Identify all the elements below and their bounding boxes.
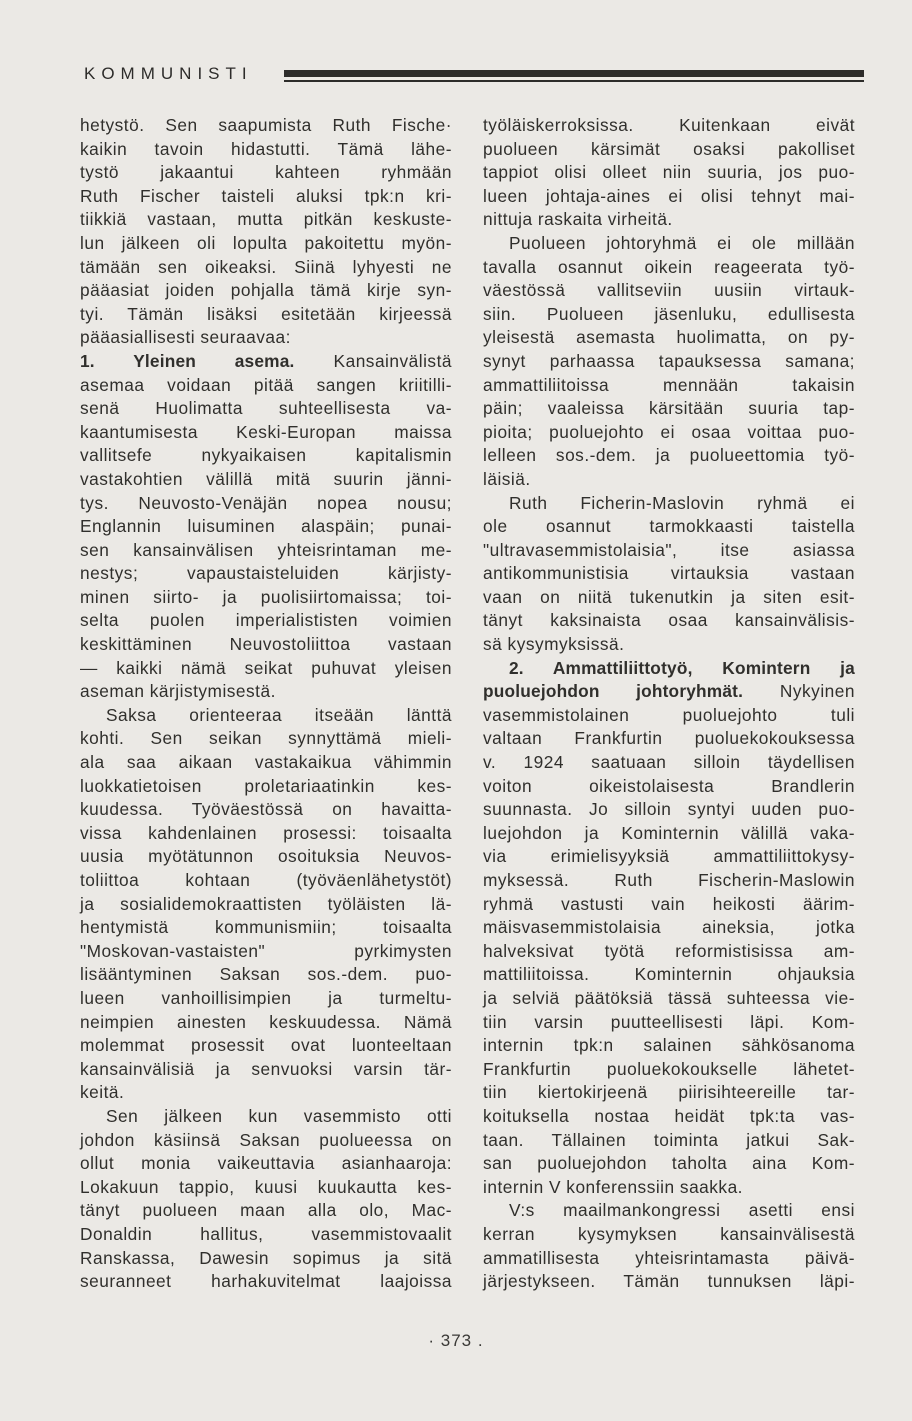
line-text: puolueen kärsimät osaksi pakolliset — [483, 138, 855, 159]
text-line — [483, 869, 855, 893]
text-line — [80, 1081, 452, 1105]
text-line — [80, 1270, 452, 1294]
text-line — [483, 279, 855, 303]
line-text: ole osannut tarmokkaasti taistella — [483, 516, 855, 537]
text-line — [483, 421, 855, 445]
line-text: — kaikki nämä seikat puhuvat yleisen — [80, 657, 452, 678]
line-text: tiikkiä vastaan, mutta pitkän keskuste- — [80, 209, 452, 230]
line-text: keskittäminen Neuvostoliittoa vastaan — [80, 634, 452, 655]
line-text: luejohdon ja Kominternin välillä vaka- — [483, 822, 855, 843]
text-line — [483, 1011, 855, 1035]
line-text: läisiä. — [483, 468, 531, 489]
line-text: toliittoa kohtaan (työväenlähetystöt) — [80, 870, 452, 890]
line-text: johdon käsiinsä Saksan puolueessa on — [80, 1129, 452, 1150]
text-line — [483, 916, 855, 940]
text-line — [80, 657, 452, 681]
line-text: Ruth Ficherin-Maslovin ryhmä ei — [509, 492, 855, 513]
text-line — [483, 1105, 855, 1129]
text-line — [80, 1129, 452, 1153]
line-text: "ultravasemmistolaisia", itse asiassa — [483, 539, 855, 560]
line-text: päin; vaaleissa kärsitään suuria tap- — [483, 398, 855, 419]
line-text: väestössä vallitseviin uusiin virtauk- — [483, 280, 855, 301]
text-line — [80, 515, 452, 539]
line-text: neimpien ainesten keskuudessa. Nämä — [80, 1011, 452, 1032]
text-line — [483, 893, 855, 917]
text-line — [483, 1152, 855, 1176]
text-line — [483, 1223, 855, 1247]
text-line — [80, 1058, 452, 1082]
text-line — [483, 208, 855, 232]
text-line — [80, 845, 452, 869]
text-line — [483, 751, 855, 775]
line-text: vasemmistolainen puoluejohto tuli — [483, 704, 855, 725]
text-line — [80, 751, 452, 775]
page-number: · 373 . — [428, 1331, 484, 1350]
text-line — [483, 232, 855, 256]
line-text: luokkatietoisen proletariaatinkin kes- — [80, 775, 452, 796]
text-line — [80, 963, 452, 987]
text-line — [483, 633, 855, 657]
text-line — [80, 539, 452, 563]
text-line — [483, 1199, 855, 1223]
header-rule — [284, 70, 864, 77]
line-text: aseman kärjistymisestä. — [80, 681, 276, 702]
line-text: synyt parhaassa tapauksessa samana; — [483, 350, 855, 371]
text-line — [80, 232, 452, 256]
text-line — [80, 1152, 452, 1176]
text-line — [483, 680, 855, 704]
line-text: yleisestä asemasta huolimatta, on py- — [483, 327, 855, 348]
text-line — [483, 1081, 855, 1105]
text-line — [483, 185, 855, 209]
text-line — [483, 1176, 855, 1200]
section-heading: 2. Ammattiliittotyö, Komintern ja — [509, 657, 855, 678]
text-line — [483, 444, 855, 468]
line-text: internin V konferenssiin saakka. — [483, 1176, 743, 1197]
line-text: Sen jälkeen kun vasemmisto otti — [106, 1105, 452, 1126]
text-line — [483, 326, 855, 350]
text-line — [80, 326, 452, 350]
left-column — [80, 114, 452, 1294]
text-line — [80, 609, 452, 633]
line-text: ryhmä vastusti vain heikosti äärim- — [483, 893, 855, 914]
text-line — [80, 562, 452, 586]
text-line — [80, 798, 452, 822]
line-text: tyi. Tämän lisäksi esitetään kirjeessä — [80, 303, 452, 324]
line-text: ollut monia vaikeuttavia asianhaaroja: — [80, 1153, 452, 1174]
line-text: sä kysymyksissä. — [483, 634, 625, 655]
line-text: ammatillisesta yhteisrintamasta päivä- — [483, 1247, 855, 1268]
text-line — [483, 775, 855, 799]
line-text: mäisvasemmistolaisia aineksia, jotka — [483, 917, 855, 938]
line-text: vallitsefe nykyaikaisen kapitalismin — [80, 445, 452, 466]
text-line — [80, 444, 452, 468]
line-text: "Moskovan-vastaisten" pyrkimysten — [80, 940, 452, 961]
text-line — [80, 114, 452, 138]
text-line — [483, 1058, 855, 1082]
line-text: kaantumisesta Keski-Europan maissa — [80, 421, 452, 442]
text-line — [80, 1176, 452, 1200]
text-line — [483, 138, 855, 162]
line-text: asemaa voidaan pitää sangen kriitilli- — [80, 374, 452, 395]
section-heading: puoluejohdon johtoryhmät. — [483, 681, 744, 702]
line-text: tämään sen oikeaksi. Siinä lyhyesti ne — [80, 256, 452, 277]
text-line — [80, 185, 452, 209]
line-text: Ranskassa, Dawesin sopimus ja sitä — [80, 1247, 452, 1268]
line-text: seuranneet harhakuvitelmat laajoissa — [80, 1271, 452, 1292]
text-line — [80, 374, 452, 398]
line-text: tappiot olisi olleet niin suuria, jos puo- — [483, 162, 855, 183]
line-text: valtaan Frankfurtin puoluekokouksessa — [483, 728, 855, 749]
line-text: kuudessa. Työväestössä on havaitta- — [80, 799, 452, 820]
line-text: lisääntyminen Saksan sos.-dem. puo- — [80, 964, 452, 985]
line-text: nestys; vapaustaisteluiden kärjisty- — [80, 563, 452, 584]
text-line — [80, 987, 452, 1011]
text-line — [483, 822, 855, 846]
line-text: tänyt puolueen maan alla olo, Mac- — [80, 1200, 452, 1221]
line-text: siin. Puolueen jäsenluku, edullisesta — [483, 303, 855, 324]
line-text: Puolueen johtoryhmä ei ole millään — [509, 232, 855, 253]
text-line — [80, 1105, 452, 1129]
line-text: järjestykseen. Tämän tunnuksen läpi- — [483, 1271, 855, 1292]
text-line — [483, 845, 855, 869]
text-line — [80, 1247, 452, 1271]
line-text: taan. Tällainen toiminta jatkui Sak- — [483, 1129, 855, 1150]
line-text: ammattiliitoissa mennään takaisin — [483, 374, 855, 395]
text-line — [80, 208, 452, 232]
line-text: Ruth Fischer taisteli aluksi tpk:n kri- — [80, 185, 452, 206]
running-header — [84, 64, 864, 90]
text-line — [80, 397, 452, 421]
text-line — [80, 940, 452, 964]
header-title: KOMMUNISTI — [84, 64, 253, 83]
line-text: myksessä. Ruth Fischerin-Maslowin — [483, 870, 855, 890]
text-line — [483, 562, 855, 586]
text-line — [483, 114, 855, 138]
text-line — [483, 1270, 855, 1294]
line-text: ja selviä päätöksiä tässä suhteessa vie- — [483, 987, 855, 1008]
text-line — [80, 869, 452, 893]
line-text: vaan on niitä tukenutkin ja siten esit- — [483, 586, 855, 607]
line-text: pääasiat joiden pohjalla tämä kirje syn- — [80, 280, 452, 301]
line-text: Lokakuun tappio, kuusi kuukautta kes- — [80, 1176, 452, 1197]
line-text: työläiskerroksissa. Kuitenkaan eivät — [483, 115, 855, 135]
text-line — [483, 657, 855, 681]
text-line — [80, 421, 452, 445]
text-line — [483, 374, 855, 398]
line-text: nittuja raskaita virheitä. — [483, 209, 673, 230]
line-text: tavalla osannut oikein reageerata työ- — [483, 256, 855, 277]
text-line — [80, 350, 452, 374]
line-text: Englannin luisuminen alaspäin; punai- — [80, 516, 452, 537]
text-line — [483, 963, 855, 987]
text-line — [483, 727, 855, 751]
line-text: kohti. Sen seikan synnyttämä mieli- — [80, 728, 452, 749]
text-line — [80, 680, 452, 704]
text-line — [483, 609, 855, 633]
text-line — [483, 161, 855, 185]
line-text: tänyt kaksinaista osaa kansainvälisis- — [483, 610, 855, 631]
text-line — [80, 633, 452, 657]
line-text: lun jälkeen oli lopulta pakoitettu myön- — [80, 232, 452, 253]
line-text: tiin kiertokirjeenä piirisihteereille tar- — [483, 1082, 855, 1103]
right-column — [483, 114, 855, 1294]
line-text: ala saa aikaan vastakaikua vähimmin — [80, 752, 452, 773]
line-text: pioita; puoluejohto ei osaa voittaa puo- — [483, 421, 855, 442]
line-text: Frankfurtin puoluekokoukselle lähetet- — [483, 1058, 855, 1079]
line-text: kerran kysymyksen kansainvälisestä — [483, 1223, 855, 1244]
line-text: pääasiallisesti seuraavaa: — [80, 327, 291, 348]
line-text: selta puolen imperialististen voimien — [80, 610, 452, 631]
text-line — [483, 397, 855, 421]
line-text: ja sosialidemokraattisten työläisten lä- — [80, 893, 452, 914]
text-line — [80, 303, 452, 327]
line-text: antikommunistisia virtauksia vastaan — [483, 563, 855, 584]
text-line — [483, 256, 855, 280]
line-text: kaikin tavoin hidastutti. Tämä lähe- — [80, 138, 452, 159]
line-text: mattiliitoissa. Kominternin ohjauksia — [483, 964, 855, 985]
line-text: tystö jakaantui kahteen ryhmään — [80, 162, 452, 183]
line-text: Kansainvälistä — [294, 350, 452, 371]
text-line — [80, 1011, 452, 1035]
line-text: tys. Neuvosto-Venäjän nopea nousu; — [80, 492, 452, 513]
line-text: sen kansainvälisen yhteisrintaman me- — [80, 539, 452, 560]
line-text: vastakohtien välillä mitä suurin jänni- — [80, 468, 452, 489]
text-line — [80, 1223, 452, 1247]
text-line — [483, 1034, 855, 1058]
text-line — [483, 1247, 855, 1271]
line-text: hentymistä kommunismiin; toisaalta — [80, 917, 452, 938]
text-line — [80, 1199, 452, 1223]
line-text: lelleen sos.-dem. ja puolueettomia työ- — [483, 445, 855, 466]
line-text: san puoluejohdon taholta aina Kom- — [483, 1153, 855, 1174]
line-text: koituksella nostaa heidät tpk:ta vas- — [483, 1105, 855, 1126]
line-text: lueen vanhoillisimpien ja turmeltu- — [80, 987, 452, 1008]
text-line — [80, 822, 452, 846]
line-text: senä Huolimatta suhteellisesta va- — [80, 398, 452, 419]
text-line — [483, 468, 855, 492]
text-line — [80, 138, 452, 162]
line-text: via erimielisyyksiä ammattiliittokysy- — [483, 846, 855, 867]
header-rule-thin — [284, 80, 864, 82]
line-text: hetystö. Sen saapumista Ruth Fische· — [80, 115, 452, 135]
text-line — [483, 940, 855, 964]
text-line — [483, 798, 855, 822]
line-text: Nykyinen — [743, 681, 855, 702]
text-line — [80, 727, 452, 751]
line-text: Saksa orienteeraa itseään länttä — [106, 704, 452, 725]
text-line — [483, 350, 855, 374]
line-text: internin tpk:n salainen sähkösanoma — [483, 1035, 855, 1056]
line-text: Donaldin hallitus, vasemmistovaalit — [80, 1223, 452, 1244]
text-line — [80, 893, 452, 917]
line-text: uusia myötätunnon osoituksia Neuvos- — [80, 846, 452, 867]
text-line — [483, 586, 855, 610]
text-line — [483, 303, 855, 327]
text-line — [80, 775, 452, 799]
text-line — [80, 468, 452, 492]
text-line — [80, 704, 452, 728]
line-text: kansainvälisiä ja senvuoksi varsin tär- — [80, 1058, 452, 1079]
text-line — [483, 539, 855, 563]
line-text: molemmat prosessit ovat luonteeltaan — [80, 1035, 452, 1056]
line-text: lueen johtaja-aines ei olisi tehnyt mai- — [483, 185, 855, 206]
text-line — [483, 515, 855, 539]
line-text: keitä. — [80, 1082, 125, 1103]
line-text: halveksivat työtä reformistisissa am- — [483, 940, 855, 961]
line-text: tiin varsin puutteellisesti läpi. Kom- — [483, 1011, 855, 1032]
text-line — [80, 256, 452, 280]
line-text: v. 1924 saatuaan silloin täydellisen — [483, 752, 855, 773]
line-text: vissa kahdenlainen prosessi: toisaalta — [80, 822, 452, 843]
text-line — [80, 492, 452, 516]
text-line — [483, 492, 855, 516]
text-line — [80, 916, 452, 940]
line-text: minen siirto- ja puolisiirtomaissa; toi- — [80, 586, 452, 607]
text-line — [80, 586, 452, 610]
text-line — [80, 279, 452, 303]
line-text: V:s maailmankongressi asetti ensi — [509, 1200, 855, 1221]
line-text: suunnasta. Jo silloin syntyi uuden puo- — [483, 799, 855, 820]
text-line — [80, 161, 452, 185]
text-line — [483, 704, 855, 728]
text-line — [483, 1129, 855, 1153]
section-heading: 1. Yleinen asema. — [80, 350, 295, 371]
line-text: voiton oikeistolaisesta Brandlerin — [483, 775, 855, 796]
text-line — [80, 1034, 452, 1058]
text-line — [483, 987, 855, 1011]
